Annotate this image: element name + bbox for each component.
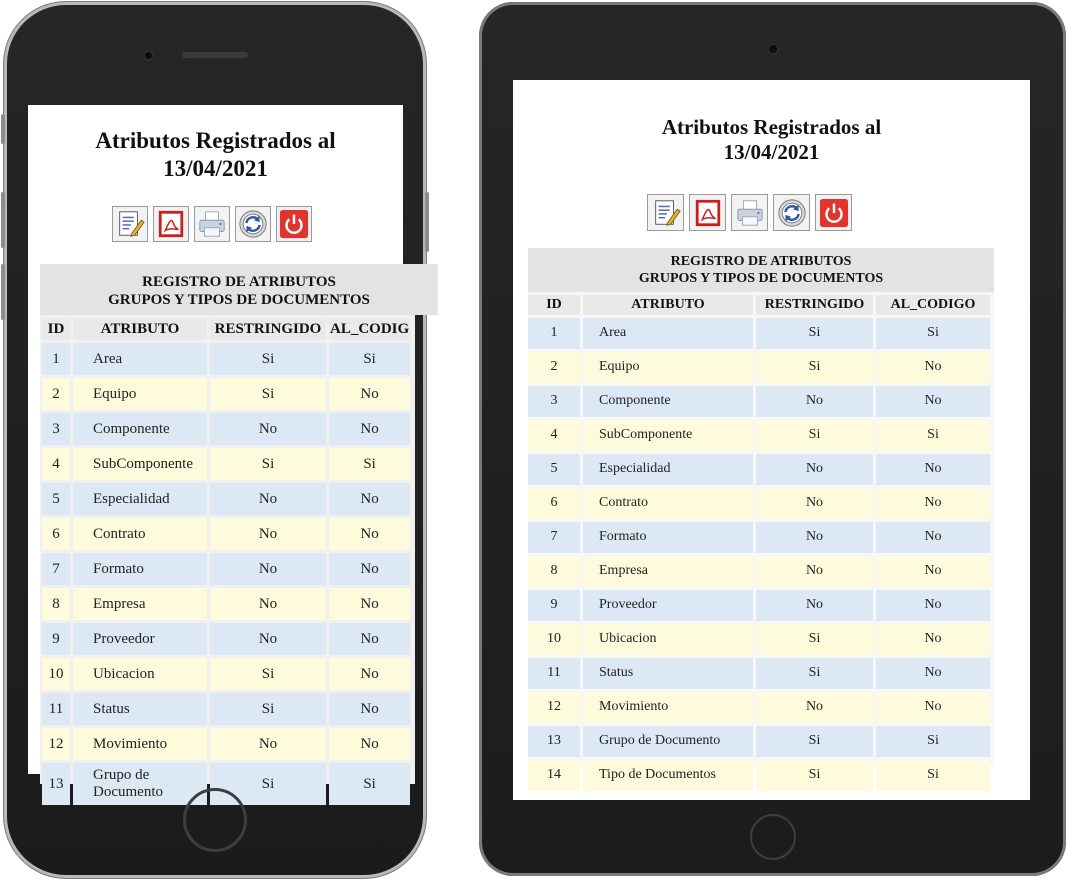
pdf-icon	[156, 209, 186, 239]
table-row[interactable]	[42, 728, 410, 760]
cell-restringido: Si	[756, 420, 873, 451]
cell-id: 11	[528, 658, 580, 689]
cell-restringido: No	[756, 386, 873, 417]
cell-al-codigo: Si	[329, 448, 410, 480]
panel-title-line-2: GRUPOS Y TIPOS DE DOCUMENTOS	[638, 270, 884, 286]
table-row[interactable]	[528, 692, 990, 723]
cell-id: 8	[528, 556, 580, 587]
cell-restringido: Si	[210, 448, 326, 480]
phone-power-button	[425, 192, 429, 252]
cell-restringido: No	[210, 483, 326, 515]
panel-title-line-1: REGISTRO DE ATRIBUTOS	[142, 274, 336, 290]
cell-atributo: Empresa	[73, 588, 207, 620]
cell-atributo: SubComponente	[583, 420, 753, 451]
refresh-icon	[238, 209, 268, 239]
cell-atributo: Ubicacion	[73, 658, 207, 690]
edit-report-button[interactable]	[112, 206, 148, 242]
cell-restringido: Si	[756, 352, 873, 383]
cell-restringido: Si	[210, 693, 326, 725]
cell-atributo: Especialidad	[583, 454, 753, 485]
refresh-icon	[777, 198, 807, 228]
cell-atributo: Area	[583, 318, 753, 349]
phone-volume-down	[1, 264, 5, 320]
phone-volume-up	[1, 192, 5, 248]
cell-restringido: Si	[756, 624, 873, 655]
table-row[interactable]	[528, 624, 990, 655]
cell-al-codigo: No	[876, 352, 990, 383]
cell-atributo: Status	[73, 693, 207, 725]
table-row[interactable]	[42, 658, 410, 690]
cell-al-codigo: No	[876, 556, 990, 587]
cell-id: 3	[42, 413, 70, 445]
cell-al-codigo: No	[876, 624, 990, 655]
table-row[interactable]	[42, 553, 410, 585]
table-row[interactable]	[528, 420, 990, 451]
table-row[interactable]	[42, 588, 410, 620]
cell-id: 9	[528, 590, 580, 621]
edit-document-icon	[651, 198, 681, 228]
cell-al-codigo: No	[876, 522, 990, 553]
cell-id: 6	[528, 488, 580, 519]
cell-restringido: No	[210, 553, 326, 585]
cell-restringido: Si	[210, 343, 326, 375]
page-title	[513, 115, 1030, 165]
table-row[interactable]	[42, 518, 410, 550]
cell-atributo: Grupo de Documento	[73, 763, 207, 805]
export-pdf-button[interactable]	[689, 194, 726, 231]
table-row[interactable]	[42, 378, 410, 410]
table-header-row	[528, 295, 990, 315]
cell-al-codigo: No	[329, 518, 410, 550]
cell-restringido: No	[756, 522, 873, 553]
table-row[interactable]	[528, 726, 990, 757]
cell-restringido: No	[210, 518, 326, 550]
table-row[interactable]	[42, 693, 410, 725]
panel-title-line-2: GRUPOS Y TIPOS DE DOCUMENTOS	[108, 292, 370, 308]
cell-atributo: Empresa	[583, 556, 753, 587]
phone-home-button[interactable]	[183, 788, 247, 852]
cell-al-codigo: No	[876, 488, 990, 519]
table-row[interactable]	[42, 448, 410, 480]
cell-atributo: Ubicacion	[583, 624, 753, 655]
export-pdf-button[interactable]	[153, 206, 189, 242]
attributes-table	[39, 315, 413, 808]
table-row[interactable]	[42, 413, 410, 445]
cell-atributo: Equipo	[73, 378, 207, 410]
title-line-1: Atributos Registrados al	[661, 115, 882, 139]
cell-id: 1	[42, 343, 70, 375]
attributes-panel	[528, 248, 994, 783]
cell-atributo: Proveedor	[73, 623, 207, 655]
column-header[interactable]: AL_CODIGO	[876, 295, 990, 315]
cell-restringido: No	[210, 413, 326, 445]
cell-atributo: Componente	[583, 386, 753, 417]
phone-camera	[145, 52, 152, 59]
table-row[interactable]	[528, 386, 990, 417]
cell-al-codigo: No	[329, 553, 410, 585]
cell-restringido: No	[210, 588, 326, 620]
table-row[interactable]	[528, 522, 990, 553]
table-row[interactable]	[528, 352, 990, 383]
cell-restringido: Si	[756, 658, 873, 689]
cell-restringido: No	[756, 556, 873, 587]
column-header[interactable]: ID	[42, 318, 70, 340]
cell-atributo: Contrato	[583, 488, 753, 519]
cell-atributo: Equipo	[583, 352, 753, 383]
title-line-2: 13/04/2021	[163, 155, 268, 181]
column-header[interactable]: ID	[528, 295, 580, 315]
column-header[interactable]: RESTRINGIDO	[210, 318, 326, 340]
cell-restringido: No	[210, 728, 326, 760]
cell-al-codigo: No	[876, 386, 990, 417]
cell-id: 7	[528, 522, 580, 553]
cell-atributo: Movimiento	[73, 728, 207, 760]
cell-restringido: No	[756, 590, 873, 621]
cell-restringido: No	[756, 454, 873, 485]
print-button[interactable]	[194, 206, 230, 242]
cell-restringido: No	[210, 623, 326, 655]
cell-atributo: Area	[73, 343, 207, 375]
cell-al-codigo: No	[329, 483, 410, 515]
cell-al-codigo: Si	[876, 318, 990, 349]
cell-id: 7	[42, 553, 70, 585]
cell-atributo: Especialidad	[73, 483, 207, 515]
column-header[interactable]: RESTRINGIDO	[756, 295, 873, 315]
table-row[interactable]	[528, 318, 990, 349]
cell-atributo: Proveedor	[583, 590, 753, 621]
exit-button[interactable]	[276, 206, 312, 242]
cell-al-codigo: Si	[876, 726, 990, 757]
attributes-panel	[40, 264, 415, 800]
table-row[interactable]	[528, 488, 990, 519]
page-title	[28, 127, 403, 182]
cell-id: 12	[42, 728, 70, 760]
cell-al-codigo: Si	[876, 420, 990, 451]
cell-atributo: Componente	[73, 413, 207, 445]
table-row[interactable]	[42, 623, 410, 655]
tablet-home-button[interactable]	[750, 814, 796, 860]
cell-id: 13	[528, 726, 580, 757]
cell-restringido: No	[756, 488, 873, 519]
cell-id: 4	[528, 420, 580, 451]
table-row[interactable]	[528, 556, 990, 587]
power-icon	[819, 198, 849, 228]
cell-al-codigo: No	[876, 692, 990, 723]
cell-id: 10	[42, 658, 70, 690]
tablet-camera	[769, 45, 777, 53]
table-row[interactable]	[528, 590, 990, 621]
cell-al-codigo: No	[329, 413, 410, 445]
column-header[interactable]: ATRIBUTO	[583, 295, 753, 315]
cell-restringido: Si	[210, 658, 326, 690]
cell-restringido: Si	[756, 760, 873, 791]
cell-id: 14	[528, 760, 580, 791]
table-row[interactable]	[528, 658, 990, 689]
column-header[interactable]: AL_CODIG	[329, 318, 410, 340]
title-line-1: Atributos Registrados al	[95, 128, 336, 153]
cell-atributo: Grupo de Documento	[583, 726, 753, 757]
cell-al-codigo: Si	[329, 343, 410, 375]
cell-restringido: Si	[210, 378, 326, 410]
refresh-button[interactable]	[773, 194, 810, 231]
tablet-screen	[513, 80, 1030, 800]
cell-id: 1	[528, 318, 580, 349]
cell-al-codigo: No	[329, 623, 410, 655]
cell-atributo: SubComponente	[73, 448, 207, 480]
cell-atributo: Formato	[73, 553, 207, 585]
table-row[interactable]	[42, 343, 410, 375]
cell-id: 4	[42, 448, 70, 480]
panel-title-line-1: REGISTRO DE ATRIBUTOS	[670, 254, 852, 269]
phone-speaker	[182, 52, 248, 58]
cell-atributo: Tipo de Documentos	[583, 760, 753, 791]
phone-screen	[28, 105, 410, 800]
cell-id: 2	[42, 378, 70, 410]
attributes-table	[525, 292, 993, 794]
edit-document-icon	[115, 209, 145, 239]
title-line-2: 13/04/2021	[723, 140, 820, 165]
printer-icon	[735, 198, 765, 228]
phone-mute-switch	[1, 114, 5, 144]
power-icon	[279, 209, 309, 239]
cell-id: 3	[528, 386, 580, 417]
cell-id: 8	[42, 588, 70, 620]
cell-atributo: Formato	[583, 522, 753, 553]
cell-id: 12	[528, 692, 580, 723]
table-row[interactable]	[528, 454, 990, 485]
cell-al-codigo: No	[876, 454, 990, 485]
column-header[interactable]: ATRIBUTO	[73, 318, 207, 340]
cell-al-codigo: No	[329, 378, 410, 410]
cell-al-codigo: Si	[329, 763, 410, 805]
table-row[interactable]	[528, 760, 990, 791]
cell-restringido: No	[756, 692, 873, 723]
cell-atributo: Status	[583, 658, 753, 689]
cell-id: 11	[42, 693, 70, 725]
cell-al-codigo: No	[329, 658, 410, 690]
cell-restringido: Si	[210, 763, 326, 805]
panel-header	[40, 264, 438, 315]
table-header-row	[42, 318, 410, 340]
pdf-icon	[693, 198, 723, 228]
cell-id: 2	[528, 352, 580, 383]
edit-report-button[interactable]	[647, 194, 684, 231]
print-button[interactable]	[731, 194, 768, 231]
cell-id: 5	[528, 454, 580, 485]
cell-al-codigo: No	[876, 658, 990, 689]
cell-al-codigo: No	[329, 693, 410, 725]
report-toolbar	[112, 206, 312, 242]
cell-id: 13	[42, 763, 70, 805]
report-toolbar	[647, 194, 852, 231]
cell-id: 6	[42, 518, 70, 550]
cell-id: 5	[42, 483, 70, 515]
table-row[interactable]	[42, 483, 410, 515]
cell-al-codigo: No	[329, 728, 410, 760]
cell-id: 10	[528, 624, 580, 655]
printer-icon	[197, 209, 227, 239]
cell-al-codigo: No	[329, 588, 410, 620]
cell-atributo: Contrato	[73, 518, 207, 550]
phone-device	[4, 2, 426, 878]
cell-al-codigo: No	[876, 590, 990, 621]
cell-id: 9	[42, 623, 70, 655]
exit-button[interactable]	[815, 194, 852, 231]
tablet-device	[479, 2, 1066, 876]
cell-atributo: Movimiento	[583, 692, 753, 723]
cell-al-codigo: Si	[876, 760, 990, 791]
panel-header	[528, 248, 994, 292]
refresh-button[interactable]	[235, 206, 271, 242]
cell-restringido: Si	[756, 726, 873, 757]
cell-restringido: Si	[756, 318, 873, 349]
